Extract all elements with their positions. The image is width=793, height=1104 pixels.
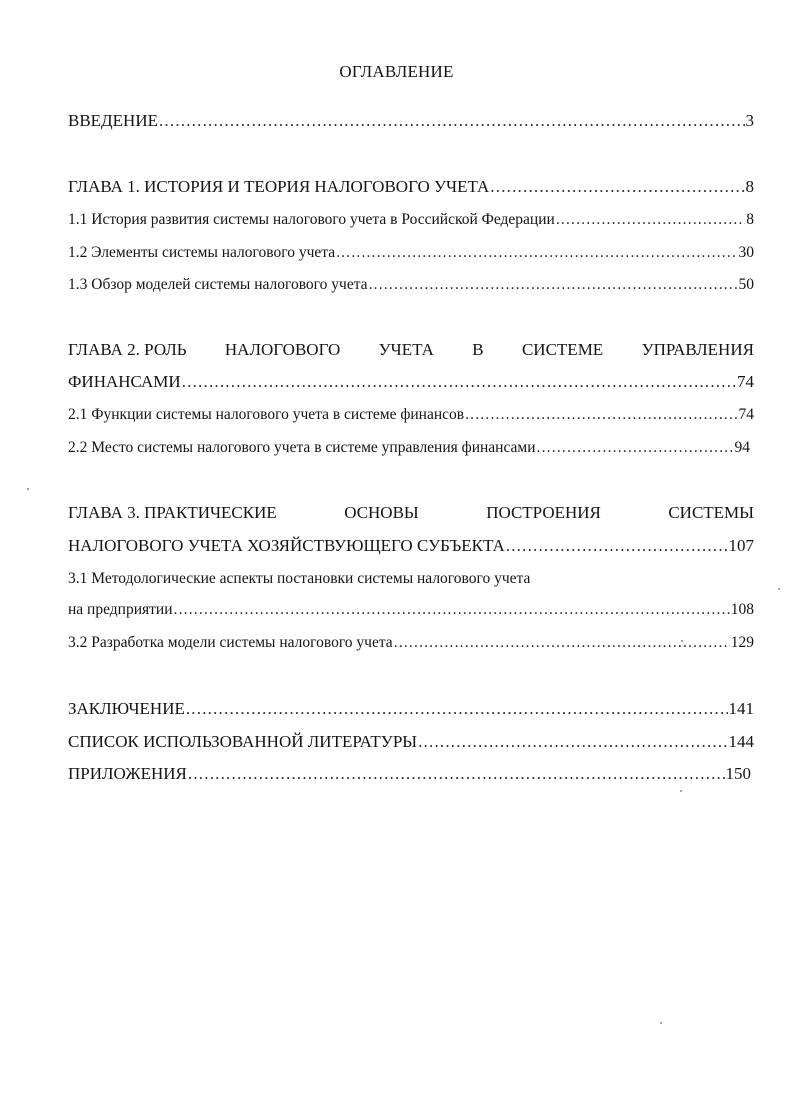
scan-speck xyxy=(660,1022,662,1024)
scan-speck xyxy=(680,790,682,792)
toc-chapter-3-heading-line-1 xyxy=(68,503,754,525)
toc-entry-label: 1.2 Элементы системы налогового учета xyxy=(68,244,336,261)
dot-leader xyxy=(182,372,736,392)
heading-word: ПОСТРОЕНИЯ xyxy=(486,503,601,522)
toc-entry-label: НАЛОГОВОГО УЧЕТА ХОЗЯЙСТВУЮЩЕГО СУБЪЕКТА xyxy=(68,536,505,555)
toc-entry-label: ЗАКЛЮЧЕНИЕ xyxy=(68,699,185,718)
heading-word: ГЛАВА 3. ПРАКТИЧЕСКИЕ xyxy=(68,503,277,522)
dot-leader xyxy=(465,406,737,424)
dot-leader xyxy=(394,634,730,652)
dot-leader xyxy=(159,111,745,131)
scan-speck xyxy=(778,588,780,590)
toc-entry-references xyxy=(68,732,754,754)
toc-entry-label: ПРИЛОЖЕНИЯ xyxy=(68,764,187,783)
heading-word: СИСТЕМЫ xyxy=(668,503,754,522)
toc-section-3-1-line-2 xyxy=(68,601,754,623)
toc-page-number: 107 xyxy=(728,536,754,555)
toc-section-1-2 xyxy=(68,244,754,266)
toc-page-number: 50 xyxy=(738,276,754,293)
heading-word: ГЛАВА 2. РОЛЬ xyxy=(68,340,187,359)
heading-word: ОСНОВЫ xyxy=(344,503,419,522)
toc-page-number: 144 xyxy=(728,732,754,751)
toc-chapter-3-heading-line-2 xyxy=(68,536,754,558)
toc-section-3-2 xyxy=(68,634,754,656)
toc-page-number: 74 xyxy=(738,406,754,423)
toc-entry-label: 2.2 Место системы налогового учета в системе управления финансами xyxy=(68,439,536,456)
toc-entry-label: СПИСОК ИСПОЛЬЗОВАННОЙ ЛИТЕРАТУРЫ xyxy=(68,732,418,751)
dot-leader xyxy=(188,764,725,784)
toc-entry-label: 1.1 История развития системы налогового учета в Российской Федерации xyxy=(68,211,555,228)
toc-section-3-1-line-1: 3.1 Методологические аспекты постановки системы налогового учета xyxy=(68,570,531,587)
toc-section-1-3 xyxy=(68,276,754,298)
toc-entry-label: на предприятии xyxy=(68,601,173,618)
toc-entry-label: ГЛАВА 1. ИСТОРИЯ И ТЕОРИЯ НАЛОГОВОГО УЧЕТА xyxy=(68,177,490,196)
toc-entry-appendices xyxy=(68,764,751,786)
heading-word: СИСТЕМЕ xyxy=(521,340,604,359)
dot-leader xyxy=(174,601,730,619)
toc-page-number: 8 xyxy=(745,177,754,196)
toc-page-number: 94 xyxy=(734,439,750,456)
toc-entry-introduction xyxy=(68,111,754,133)
dot-leader xyxy=(418,732,727,752)
toc-page-number: 141 xyxy=(728,699,754,718)
toc-section-2-2 xyxy=(68,439,750,461)
toc-page-number: 150 xyxy=(725,764,751,783)
heading-word: НАЛОГОВОГО xyxy=(224,340,341,359)
toc-page-number: 74 xyxy=(737,372,754,391)
toc-entry-label: ВВЕДЕНИЕ xyxy=(68,111,158,130)
dot-leader xyxy=(186,699,728,719)
toc-chapter-2-heading-line-1 xyxy=(68,340,754,362)
toc-entry-label: ФИНАНСАМИ xyxy=(68,372,181,391)
toc-page-number: 129 xyxy=(730,634,754,651)
toc-page-number: 108 xyxy=(730,601,754,618)
scan-speck xyxy=(27,488,29,490)
toc-chapter-2-heading-line-2 xyxy=(68,372,754,394)
toc-page-number: 8 xyxy=(746,211,754,228)
dot-leader xyxy=(556,211,745,229)
toc-page-number: 30 xyxy=(738,244,754,261)
toc-entry-label: 2.1 Функции системы налогового учета в системе финансов xyxy=(68,406,465,423)
heading-word: В xyxy=(472,340,484,359)
page-title: ОГЛАВЛЕНИЕ xyxy=(339,62,454,81)
toc-entry-label: 1.3 Обзор моделей системы налогового учета xyxy=(68,276,368,293)
toc-section-2-1 xyxy=(68,406,754,428)
heading-word: УПРАВЛЕНИЯ xyxy=(641,340,754,359)
dot-leader xyxy=(369,276,738,294)
toc-page-number: 3 xyxy=(745,111,754,130)
scan-speck xyxy=(681,640,683,642)
dot-leader xyxy=(537,439,734,457)
dot-leader xyxy=(336,244,737,262)
toc-chapter-1-heading xyxy=(68,177,754,199)
dot-leader xyxy=(506,536,728,556)
toc-entry-conclusion xyxy=(68,699,754,721)
toc-section-1-1 xyxy=(68,211,754,233)
dot-leader xyxy=(490,177,744,197)
toc-entry-label: 3.2 Разработка модели системы налогового учета xyxy=(68,634,393,651)
heading-word: УЧЕТА xyxy=(378,340,434,359)
